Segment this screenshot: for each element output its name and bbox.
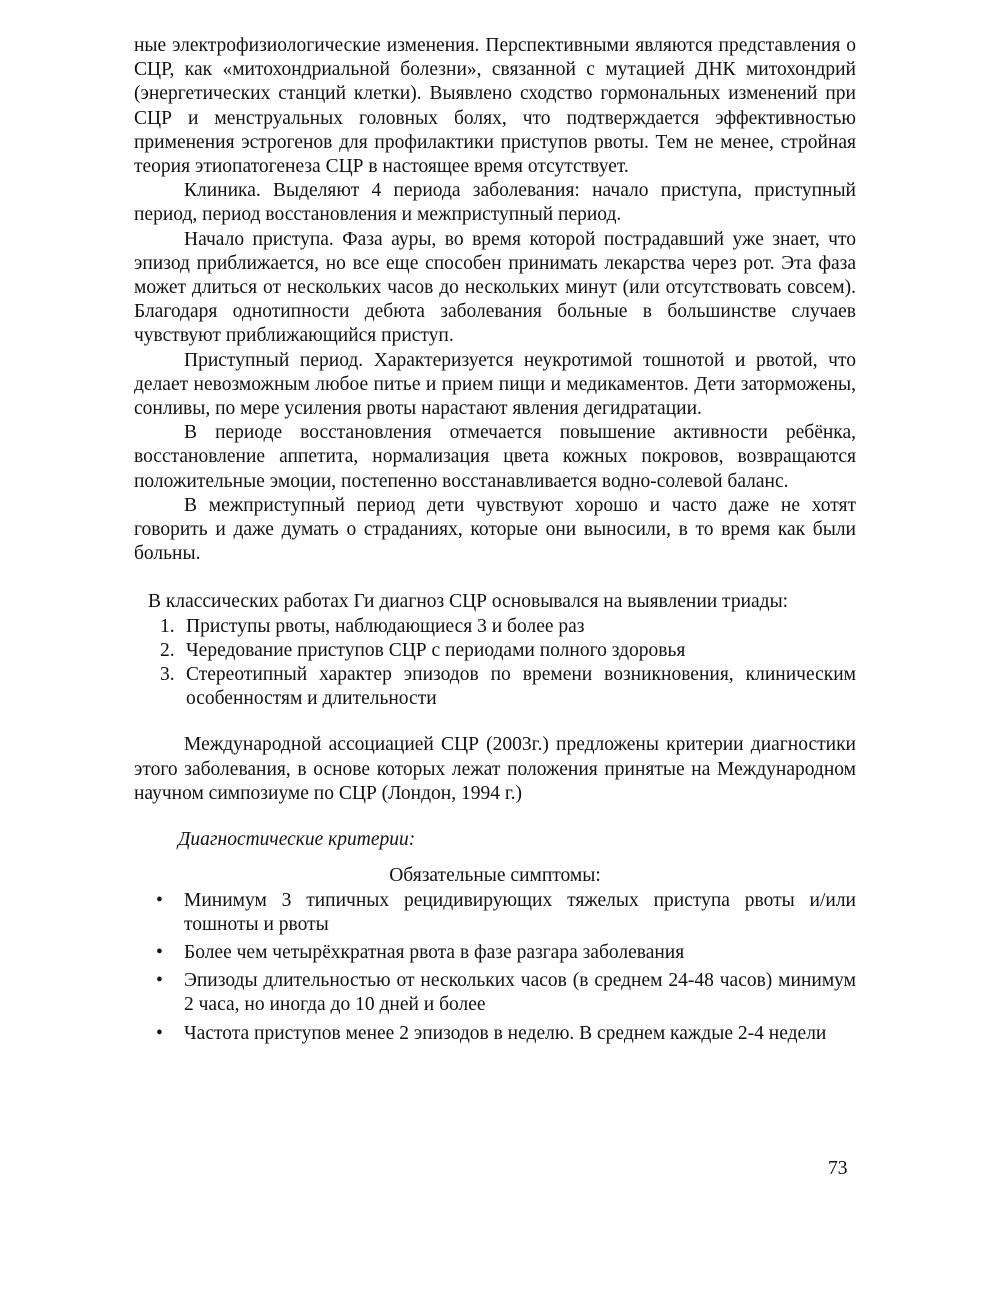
bullet-icon: • (156, 1022, 163, 1044)
list-number: 1. (160, 615, 175, 637)
bullet-icon: • (156, 889, 163, 911)
bullet-icon: • (156, 941, 163, 963)
list-item-text: Минимум 3 типичных рецидивирующих тяжелых приступа рвоты и/или тошноты и рвоты (184, 889, 856, 935)
paragraph-etiology: ные электрофизиологические изменения. Перспективными являются представления о СЦР, как «митохондриальной болезни», связанной с мутацией ДНК митохондрий (энергетических станций клетки). Выявлено сходство гормональных изменений при СЦР и менструальных головных болях, что подтверждается эффективностью применения эстрогенов для профилактики приступов рвоты. Тем не менее, стройная теория этиопатогенеза СЦР в настоящее время отсутствует. (134, 35, 856, 178)
list-item-text: Приступы рвоты, наблюдающиеся 3 и более раз (186, 615, 585, 637)
bullet-icon: • (156, 970, 163, 992)
list-item (160, 639, 856, 663)
list-number: 3. (160, 664, 175, 686)
list-item (156, 1022, 856, 1046)
list-item (156, 969, 856, 1017)
body-text (134, 34, 856, 1050)
paragraph-onset: Начало приступа. Фаза ауры, во время которой пострадавший уже знает, что эпизод приближается, но все еще способен принимать лекарства через рот. Эта фаза может длиться от нескольких часов до нескольких минут (или отсутствовать совсем). Благодаря однотипности дебюта заболевания больные в большинстве случаев чувствуют приближающийся приступ. (134, 228, 856, 347)
criteria-list (134, 889, 856, 1046)
list-item (156, 889, 856, 937)
criteria-heading: Диагностические критерии: (178, 829, 416, 851)
paragraph-clinic: Клиника. Выделяют 4 периода заболевания: начало приступа, приступный период, период восстановления и межприступный период. (134, 180, 856, 226)
triad-intro: В классических работах Ги диагноз СЦР основывался на выявлении триады: (148, 591, 789, 613)
list-item-text: Чередование приступов СЦР с периодами полного здоровья (186, 639, 686, 661)
list-item (160, 615, 856, 639)
list-item-text: Эпизоды длительностью от нескольких часов (в среднем 24-48 часов) минимум 2 часа, но иногда до 10 дней и более (184, 970, 856, 1016)
list-item (156, 941, 856, 965)
list-item-text: Частота приступов менее 2 эпизодов в неделю. В среднем каждые 2-4 недели (184, 1022, 827, 1044)
triad-list (134, 615, 856, 712)
paragraph-interictal: В межприступный период дети чувствуют хорошо и часто даже не хотят говорить и даже думать о страданиях, которые они выносили, в то время как были больны. (134, 494, 856, 565)
mandatory-symptoms-heading: Обязательные симптомы: (389, 865, 601, 887)
page-number: 73 (828, 1158, 848, 1179)
list-item (160, 663, 856, 711)
paragraph-association: Международной ассоциацией СЦР (2003г.) предложены критерии диагностики этого заболевания, в основе которых лежат положения принятые на Международном научном симпозиуме по СЦР (Лондон, 1994 г.) (134, 734, 856, 804)
paragraph-attack-period: Приступный период. Характеризуется неукротимой тошнотой и рвотой, что делает невозможным любое питье и прием пищи и медикаментов. Дети заторможены, сонливы, по мере усиления рвоты нарастают явления дегидратации. (134, 349, 856, 420)
list-item-text: Стереотипный характер эпизодов по времени возникновения, клиническим особенностям и длительности (186, 664, 856, 710)
paragraph-recovery: В периоде восстановления отмечается повышение активности ребёнка, восстановление аппетита, нормализация цвета кожных покровов, возвращаются положительные эмоции, постепенно восстанавливается водно-солевой баланс. (134, 422, 856, 492)
list-number: 2. (160, 639, 175, 661)
list-item-text: Более чем четырёхкратная рвота в фазе разгара заболевания (184, 941, 685, 963)
